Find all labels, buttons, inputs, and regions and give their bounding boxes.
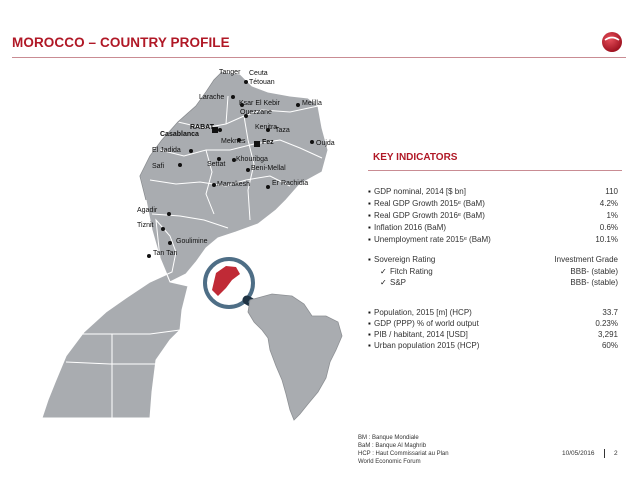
city-marker xyxy=(178,163,182,167)
city-label: Oujda xyxy=(316,140,335,147)
city-label: Beni-Mellal xyxy=(251,165,286,172)
bullet-icon: ▪ xyxy=(368,319,371,328)
indicator-value: 3,291 xyxy=(597,330,618,339)
city-label: Casablanca xyxy=(160,131,199,138)
footnotes xyxy=(358,434,449,466)
indicator-label: Real GDP Growth 2015ᵉ (BaM) xyxy=(374,199,485,208)
city-label: Er Rachidia xyxy=(272,180,309,187)
indicator-row xyxy=(368,198,622,209)
indicator-value: 1% xyxy=(606,211,618,220)
indicator-value: BBB- (stable) xyxy=(570,267,618,276)
indicator-label: Inflation 2016 (BaM) xyxy=(374,223,447,232)
indicator-row xyxy=(368,318,622,329)
city-label: Tanger xyxy=(219,69,241,76)
bullet-icon: ▪ xyxy=(368,211,371,220)
city-label: Fez xyxy=(262,139,274,146)
footnote: BM : Banque Mondiale xyxy=(358,435,419,441)
city-marker xyxy=(168,241,172,245)
indicator-value: 10.1% xyxy=(595,235,618,244)
city-marker xyxy=(218,128,222,132)
indicator-row xyxy=(368,186,622,197)
indicator-row xyxy=(368,277,622,288)
city-marker xyxy=(296,103,300,107)
indicator-label: Fitch Rating xyxy=(390,267,433,276)
footer-date: 10/05/2016 xyxy=(562,450,595,457)
page-number: 2 xyxy=(614,450,618,457)
checkmark-icon: ✓ xyxy=(380,278,387,287)
indicator-row xyxy=(368,307,622,318)
city-marker xyxy=(161,227,165,231)
footnote: World Economic Forum xyxy=(358,459,421,465)
indicator-value: BBB- (stable) xyxy=(570,278,618,287)
bullet-icon: ▪ xyxy=(368,187,371,196)
indicator-label: GDP (PPP) % of world output xyxy=(374,319,479,328)
indicator-label: PIB / habitant, 2014 [USD] xyxy=(374,330,468,339)
city-label: Safi xyxy=(152,163,165,170)
city-label: Ceuta xyxy=(249,70,268,77)
footer-divider xyxy=(604,449,605,458)
footnote: BaM : Banque Al Maghrib xyxy=(358,443,427,449)
page-title: MOROCCO – COUNTRY PROFILE xyxy=(12,35,230,50)
indicator-value: 33.7 xyxy=(602,308,618,317)
bullet-icon: ▪ xyxy=(368,341,371,350)
key-indicators-divider xyxy=(368,170,622,171)
city-label: Tan Tan xyxy=(153,250,178,257)
city-label: Larache xyxy=(199,94,225,101)
indicator-row xyxy=(368,340,622,351)
city-label: Goulimine xyxy=(176,238,208,245)
bullet-icon: ▪ xyxy=(368,308,371,317)
indicator-label: GDP nominal, 2014 [$ bn] xyxy=(374,187,466,196)
city-label: Tétouan xyxy=(249,79,275,86)
bullet-icon: ▪ xyxy=(368,235,371,244)
indicator-row xyxy=(368,266,622,277)
city-label: Meknes xyxy=(221,138,246,145)
indicator-row xyxy=(368,222,622,233)
indicator-value: 0.23% xyxy=(595,319,618,328)
indicator-value: 0.6% xyxy=(599,223,618,232)
africa-silhouette xyxy=(248,294,342,420)
city-label: El Jadida xyxy=(152,147,181,154)
city-marker xyxy=(310,140,314,144)
city-label: Settat xyxy=(207,161,226,168)
checkmark-icon: ✓ xyxy=(380,267,387,276)
bullet-icon: ▪ xyxy=(368,223,371,232)
indicator-value: 60% xyxy=(601,341,618,350)
footnote: HCP : Haut Commissariat au Plan xyxy=(358,451,449,457)
capital-label: RABAT xyxy=(190,124,214,131)
indicator-label: Real GDP Growth 2016ᵉ (BaM) xyxy=(374,211,485,220)
city-label: Taza xyxy=(275,127,290,134)
city-label: Ksar El Kebir xyxy=(239,100,280,107)
bullet-icon: ▪ xyxy=(368,199,371,208)
city-marker xyxy=(266,185,270,189)
indicator-row xyxy=(368,254,622,265)
city-marker xyxy=(244,80,248,84)
key-indicators-heading: KEY INDICATORS xyxy=(373,152,458,163)
bullet-icon: ▪ xyxy=(368,255,371,264)
bullet-icon: ▪ xyxy=(368,330,371,339)
indicator-label: Unemployment rate 2015ᵉ (BaM) xyxy=(374,235,491,244)
city-marker xyxy=(254,141,260,147)
city-label: Ouezzane xyxy=(240,109,272,116)
city-label: Khouribga xyxy=(236,156,268,163)
indicator-row xyxy=(368,210,622,221)
indicator-value: Investment Grade xyxy=(554,255,618,264)
city-label: Tiznit xyxy=(137,222,154,229)
indicator-row xyxy=(368,234,622,245)
city-label: Marrakesh xyxy=(217,181,251,188)
brand-logo-icon xyxy=(601,31,623,53)
indicator-value: 4.2% xyxy=(599,199,618,208)
indicator-label: S&P xyxy=(390,278,407,287)
city-marker xyxy=(246,168,250,172)
city-label: Kenitra xyxy=(255,124,278,131)
city-marker xyxy=(167,212,171,216)
city-marker xyxy=(147,254,151,258)
indicator-label: Sovereign Rating xyxy=(374,255,436,264)
city-label: Melilla xyxy=(302,100,322,107)
city-marker xyxy=(189,149,193,153)
city-marker xyxy=(212,183,216,187)
morocco-map xyxy=(0,58,360,443)
indicator-label: Population, 2015 [m] (HCP) xyxy=(374,308,472,317)
indicator-label: Urban population 2015 (HCP) xyxy=(374,341,480,350)
city-marker xyxy=(231,95,235,99)
indicator-row xyxy=(368,329,622,340)
city-label: Agadir xyxy=(137,207,158,214)
indicator-value: 110 xyxy=(605,187,618,196)
